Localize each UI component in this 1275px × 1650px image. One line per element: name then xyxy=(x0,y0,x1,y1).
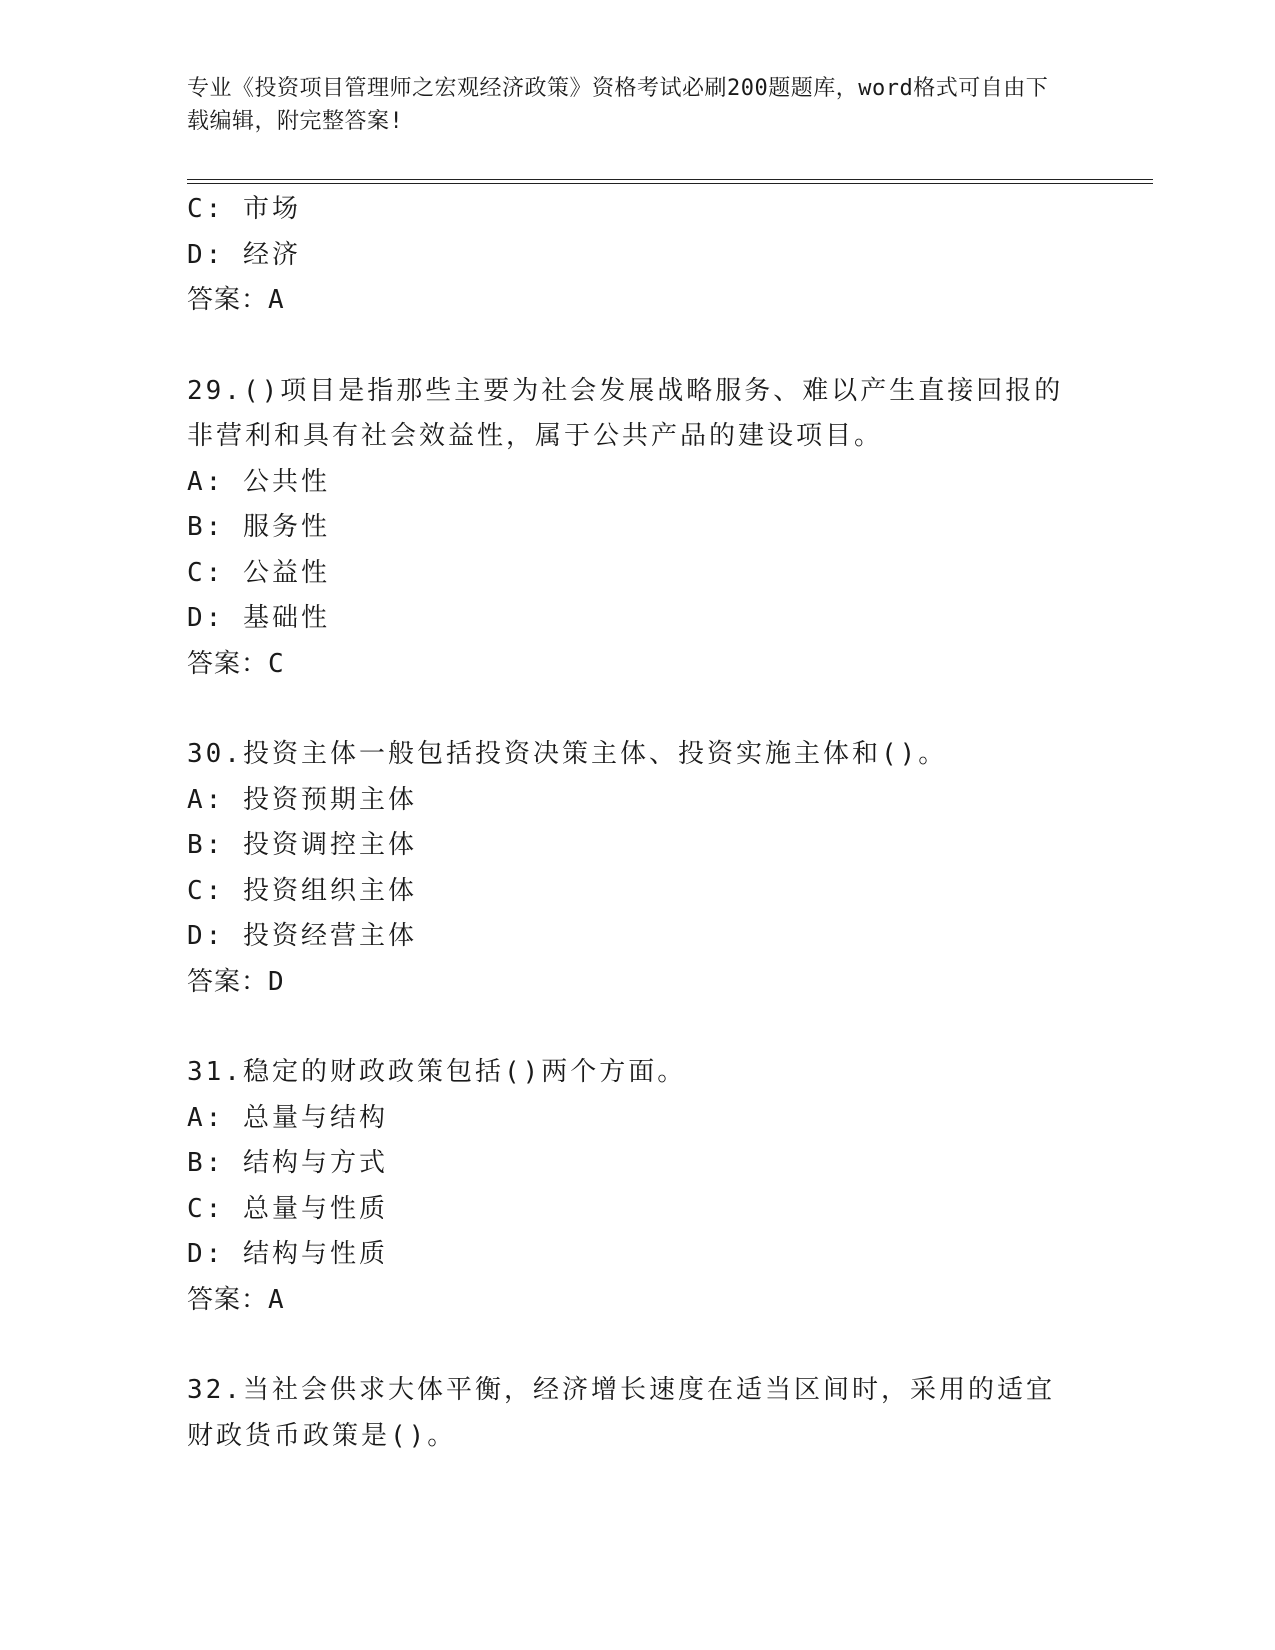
option-c: C: 总量与性质 xyxy=(187,1193,388,1224)
option-b: B: 服务性 xyxy=(187,512,330,542)
header-rule-bottom xyxy=(187,183,1153,184)
option-d: D: 结构与性质 xyxy=(187,1239,388,1269)
option-c: C: 市场 xyxy=(187,194,301,224)
question-29 xyxy=(187,369,1087,688)
option-b: B: 投资调控主体 xyxy=(187,830,417,860)
question-stem: 32.当社会供求大体平衡，经济增长速度在适当区间时，采用的适宜财政货币政策是()。 xyxy=(187,1375,1055,1451)
question-list xyxy=(187,187,1087,1459)
question-stem: 31.稳定的财政政策包括()两个方面。 xyxy=(187,1057,687,1087)
option-a: A: 投资预期主体 xyxy=(187,784,417,815)
question-stem: 29.()项目是指那些主要为社会发展战略服务、难以产生直接回报的非营利和具有社会效益性，属于公共产品的建设项目。 xyxy=(187,375,1064,451)
question-28-continued xyxy=(187,187,1087,324)
question-31 xyxy=(187,1050,1087,1323)
question-30 xyxy=(187,732,1087,1005)
header-rule-top xyxy=(187,179,1153,180)
option-d: D: 经济 xyxy=(187,239,301,270)
option-d: D: 投资经营主体 xyxy=(187,921,417,951)
answer-line: 答案：A xyxy=(187,1284,287,1315)
answer-line: 答案：A xyxy=(187,285,287,315)
question-stem: 30.投资主体一般包括投资决策主体、投资实施主体和()。 xyxy=(187,739,948,769)
option-d: D: 基础性 xyxy=(187,603,330,633)
document-header: 专业《投资项目管理师之宏观经济政策》资格考试必刷200题题库，word格式可自由下载编辑，附完整答案! xyxy=(187,76,1049,134)
question-32 xyxy=(187,1368,1087,1459)
option-b: B: 结构与方式 xyxy=(187,1148,388,1178)
option-c: C: 公益性 xyxy=(187,557,330,588)
option-c: C: 投资组织主体 xyxy=(187,875,417,906)
option-a: A: 总量与结构 xyxy=(187,1102,388,1133)
option-a: A: 公共性 xyxy=(187,466,330,497)
answer-line: 答案：D xyxy=(187,966,287,997)
answer-line: 答案：C xyxy=(187,648,287,679)
